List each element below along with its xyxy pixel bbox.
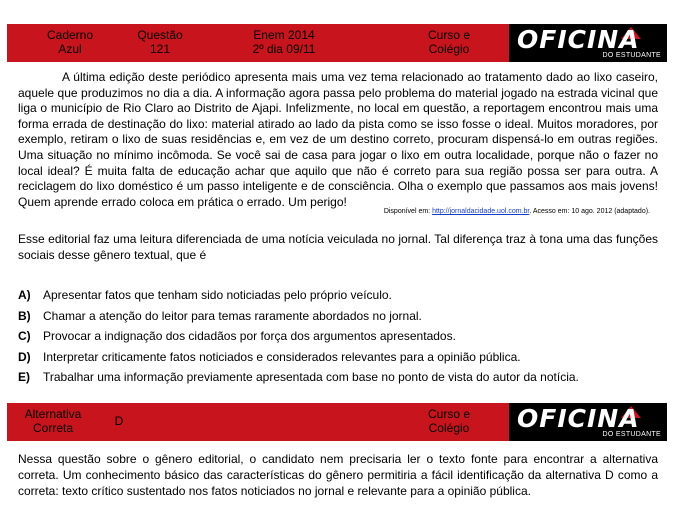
curso-cell <box>419 407 479 435</box>
caderno-value: Azul <box>58 42 82 56</box>
option-text: Apresentar fatos que tenham sido noticiadas pelo próprio veículo. <box>43 288 392 302</box>
option-c[interactable] <box>18 329 658 350</box>
curso-line1: Curso e <box>427 28 471 42</box>
logo-subtitle: DO ESTUDANTE <box>602 52 661 59</box>
answer-bar <box>7 403 667 441</box>
editorial-passage: A última edição deste periódico apresenta mais uma vez tema relacionado ao tratamento dado ao lixo caseiro, aquele que produzimos no dia a dia. A informação agora passa pelo problema do material jogado na estrada vicinal que liga o município de Rio Claro ao Distrito de Ajapi. Infelizmente, no local em questão, a reportagem encontrou mais uma forma errada de destinação do lixo: material atirado ao lado da pista como se isso fosse o ideal. Muitos moradores, por exemplo, retiram o lixo de suas residências e, em vez de um destino correto, procuram dispensá-lo em outras regiões. Uma situação no mínimo incômoda. Se você sai de casa para jogar o lixo em outra localidade, porque não o fazer no local ideal? É muita falta de educação achar que aquilo que não é correto para sua região possa ser para outra. A reciclagem do lixo doméstico é um passo inteligente e de consciência. Olha o exemplo que passamos aos mais jovens! Quem aprende errado coloca em prática o errado. Um perigo! <box>18 70 658 209</box>
questao-cell <box>125 28 195 56</box>
question-stem: Esse editorial faz uma leitura diferenciada de uma notícia veiculada no jornal. Tal diferença traz à tona uma das funções sociais desse gênero textual, que é <box>18 232 658 262</box>
option-text: Provocar a indignação dos cidadãos por força dos argumentos apresentados. <box>43 329 456 343</box>
caderno-label: Caderno <box>46 28 94 42</box>
curso-cell <box>419 28 479 56</box>
alternativa-cell <box>15 407 91 435</box>
questao-value: 121 <box>149 42 171 56</box>
option-text: Trabalhar uma informação previamente apresentada com base no ponto de vista do autor da notícia. <box>43 370 579 384</box>
option-e[interactable] <box>18 370 658 391</box>
oficina-logo <box>509 403 667 441</box>
logo-brand-text: OFICINA <box>517 404 640 433</box>
option-text: Chamar a atenção do leitor para temas raramente abordados no jornal. <box>43 308 422 323</box>
option-letter: D) <box>18 349 31 364</box>
source-suffix: . Acesso em: 10 ago. 2012 (adaptado). <box>529 208 650 215</box>
source-citation <box>384 207 650 216</box>
logo-brand-text: OFICINA <box>517 25 640 54</box>
correta-label: Correta <box>32 421 73 435</box>
option-b[interactable] <box>18 309 658 330</box>
curso-line2: Colégio <box>428 421 470 435</box>
answer-commentary: Nessa questão sobre o gênero editorial, o candidato nem precisaria ler o texto fonte para encontrar a alternativa correta. Um conhecimento básico das características do gênero permitiria a fácil identificação da alternativa D como a correta: texto crítico sustentado nos fatos noticiados no jornal e relevante para a opinião pública. <box>18 452 658 498</box>
option-a[interactable] <box>18 288 658 309</box>
curso-line2: Colégio <box>428 42 470 56</box>
option-letter: B) <box>18 308 31 323</box>
source-prefix: Disponível em: <box>383 208 433 215</box>
option-letter: A) <box>18 288 31 302</box>
exam-date: 2º dia 09/11 <box>252 42 316 56</box>
alternativa-label: Alternativa <box>24 407 82 421</box>
option-text: Interpretar criticamente fatos noticiados e considerados relevantes para a opinião pública. <box>43 349 521 364</box>
answer-options <box>18 288 658 391</box>
curso-line1: Curso e <box>427 407 471 421</box>
exam-cell <box>239 28 329 56</box>
oficina-logo <box>509 24 667 62</box>
correct-answer: D <box>114 414 124 428</box>
option-d[interactable] <box>18 350 658 371</box>
source-link[interactable]: http://jornaldacidade.uol.com.br <box>432 208 530 215</box>
option-letter: E) <box>18 370 30 384</box>
exam-label: Enem 2014 <box>253 28 315 42</box>
option-letter: C) <box>18 329 31 343</box>
caderno-cell <box>35 28 105 56</box>
header-bar <box>7 24 667 62</box>
questao-label: Questão <box>137 28 183 42</box>
logo-subtitle: DO ESTUDANTE <box>602 431 661 438</box>
